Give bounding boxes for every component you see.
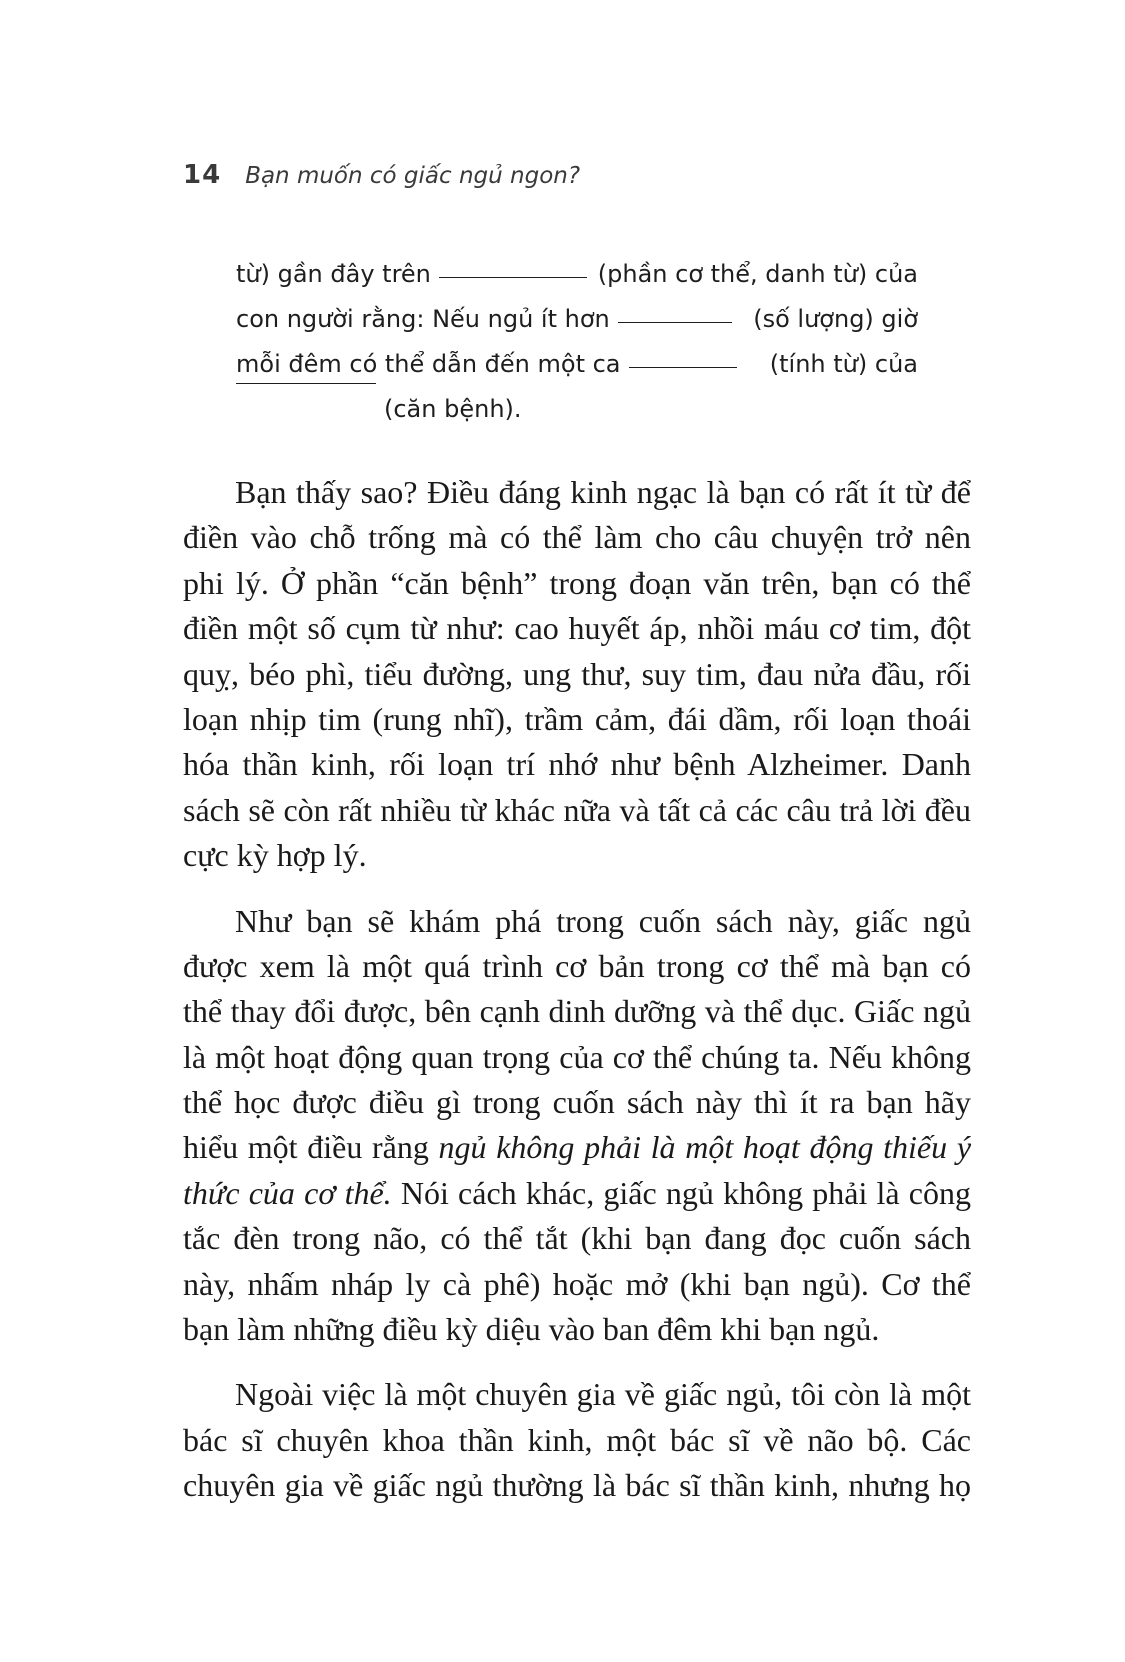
- passage-text: (tính từ) của: [769, 350, 918, 378]
- text-line: quỵ, béo phì, tiểu đường, ung thư, suy tim, đau nửa đầu, rối: [183, 655, 971, 692]
- passage-line: [236, 387, 918, 432]
- text-line: bạn làm những điều kỳ diệu vào ban đêm khi bạn ngủ.: [183, 1311, 880, 1348]
- text-line: phi lý. Ở phần “căn bệnh” trong đoạn văn trên, bạn có thể: [183, 564, 971, 601]
- text-line: [183, 1171, 971, 1216]
- paragraph-1: [183, 470, 971, 879]
- body-text: [183, 470, 971, 1529]
- text-line: được xem là một quá trình cơ bản trong cơ thể mà bạn có: [183, 947, 971, 984]
- text-line: Ngoài việc là một chuyên gia về giấc ngủ, tôi còn là một: [235, 1376, 971, 1413]
- paragraph-3: [183, 1372, 971, 1508]
- passage-line: [236, 342, 918, 387]
- text-line: Bạn thấy sao? Điều đáng kinh ngạc là bạn có rất ít từ để: [235, 474, 971, 510]
- passage-text: mỗi đêm có thể dẫn đến một ca: [236, 350, 621, 378]
- text-line: sách sẽ còn rất nhiều từ khác nữa và tất cả các câu trả lời đều: [183, 791, 971, 828]
- text-line: điền một số cụm từ như: cao huyết áp, nhồi máu cơ tim, đột: [183, 610, 971, 647]
- text-line: này, nhấm nháp ly cà phê) hoặc mở (khi bạn ngủ). Cơ thể: [183, 1265, 971, 1302]
- text-line: thể thay đổi được, bên cạnh dinh dưỡng và thể dục. Giấc ngủ: [183, 993, 971, 1030]
- passage-text: (số lượng) giờ: [753, 305, 918, 333]
- blank-line: [439, 277, 587, 278]
- italic-emphasis: ngủ không phải là một hoạt động thiếu ý: [438, 1129, 972, 1166]
- blank-line: [618, 322, 732, 323]
- text-line: tắc đèn trong não, có thể tắt (khi bạn đang đọc cuốn sách: [183, 1220, 971, 1257]
- running-title: Bạn muốn có giấc ngủ ngon?: [245, 163, 581, 189]
- text-segment: Nói cách khác, giấc ngủ không phải là công: [400, 1174, 972, 1211]
- fill-in-blank-passage: [236, 252, 918, 432]
- page-number: 14: [183, 160, 222, 190]
- text-line: thể học được điều gì trong cuốn sách này thì ít ra bạn hãy: [183, 1084, 971, 1121]
- text-line: chuyên gia về giấc ngủ thường là bác sĩ thần kinh, nhưng họ: [183, 1467, 971, 1504]
- passage-text: từ) gần đây trên: [236, 260, 431, 288]
- text-line: hóa thần kinh, rối loạn trí nhớ như bệnh Alzheimer. Danh: [183, 746, 971, 783]
- passage-text: (phần cơ thể, danh từ) của: [597, 260, 918, 288]
- text-line: loạn nhịp tim (rung nhĩ), trầm cảm, đái dầm, rối loạn thoái: [183, 700, 971, 737]
- passage-text: (căn bệnh).: [384, 395, 522, 423]
- blank-line: [236, 383, 376, 384]
- text-segment: hiểu một điều rằng: [183, 1129, 429, 1166]
- paragraph-2: [183, 899, 971, 1353]
- passage-text: con người rằng: Nếu ngủ ít hơn: [236, 305, 610, 333]
- passage-line: [236, 252, 918, 297]
- text-line: Như bạn sẽ khám phá trong cuốn sách này, giấc ngủ: [235, 902, 971, 939]
- passage-line: [236, 297, 918, 342]
- text-line: điền vào chỗ trống mà có thể làm cho câu chuyện trở nên: [183, 519, 971, 556]
- blank-line: [629, 367, 737, 368]
- text-line: [183, 1125, 971, 1170]
- text-line: cực kỳ hợp lý.: [183, 837, 367, 874]
- text-line: bác sĩ chuyên khoa thần kinh, một bác sĩ về não bộ. Các: [183, 1421, 971, 1458]
- text-line: là một hoạt động quan trọng của cơ thể chúng ta. Nếu không: [183, 1038, 971, 1075]
- italic-emphasis: thức của cơ thể.: [183, 1174, 392, 1211]
- running-header: [183, 160, 580, 190]
